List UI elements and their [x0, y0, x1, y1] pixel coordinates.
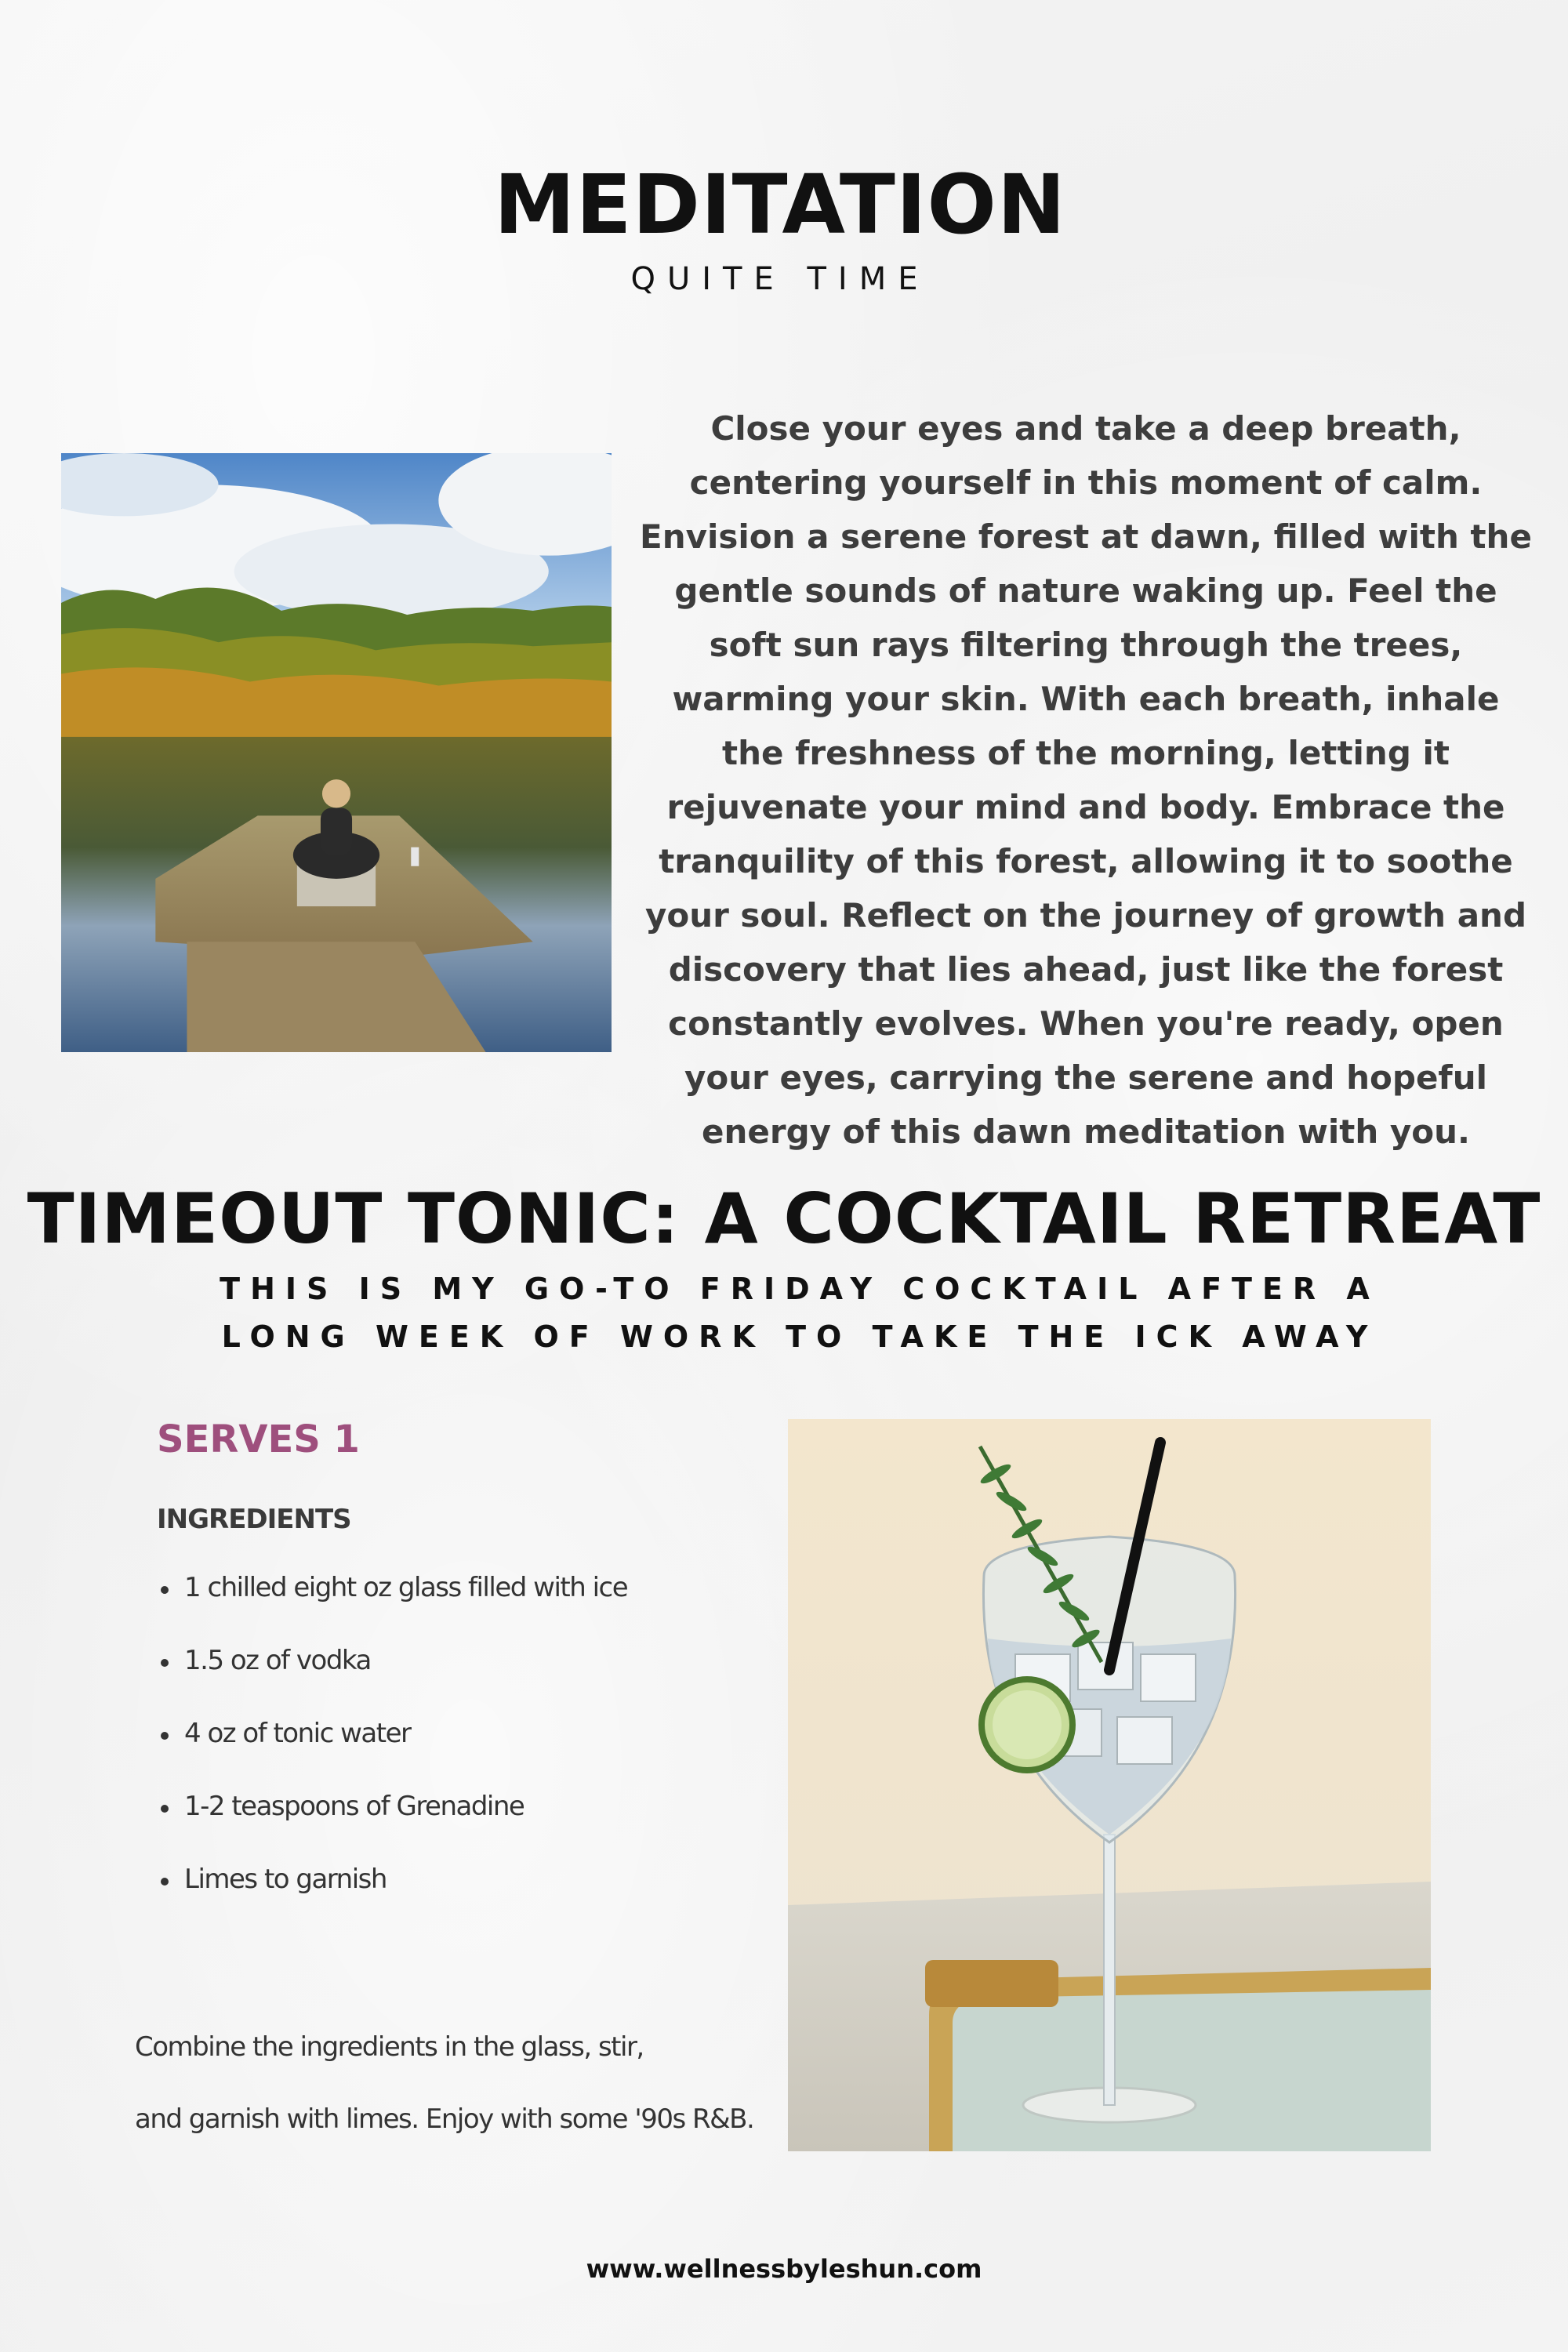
instructions-line: and garnish with limes. Enjoy with some '90s R&B.: [135, 2103, 754, 2135]
serves-label: SERVES 1: [157, 1417, 360, 1461]
instructions-line: Combine the ingredients in the glass, stir,: [135, 2031, 644, 2063]
cocktail-subtitle: THIS IS MY GO-TO FRIDAY COCKTAIL AFTER A LONG WEEK OF WORK TO TAKE THE ICK AWAY: [220, 1272, 1380, 1354]
recipe-instructions: [135, 2011, 809, 2155]
bullet-icon: [161, 1659, 169, 1667]
bullet-icon: [161, 1878, 169, 1886]
cocktail-title: TIMEOUT TONIC: A COCKTAIL RETREAT: [27, 1178, 1541, 1259]
page-subtitle: QUITE TIME: [630, 261, 930, 297]
ingredient-list: [161, 1572, 627, 1936]
list-item: [161, 1645, 627, 1718]
list-item: [161, 1572, 627, 1645]
bullet-icon: [161, 1732, 169, 1740]
bullet-icon: [161, 1805, 169, 1813]
ingredient-text: Limes to garnish: [184, 1864, 387, 1895]
ingredients-heading: INGREDIENTS: [157, 1504, 351, 1535]
footer-website-link[interactable]: www.wellnessbyleshun.com: [586, 2254, 982, 2284]
ingredient-text: 1.5 oz of vodka: [184, 1645, 371, 1676]
meditation-paragraph: Close your eyes and take a deep breath, centering yourself in this moment of calm. Envision a serene forest at dawn, filled with the gentle sounds of nature waking up. Feel the soft sun rays filtering through the trees, warming your skin. With each breath, inhale the freshness of the morning, letting it rejuvenate your mind and body. Embrace the tranquility of this forest, allowing it to soothe your soul. Reflect on the journey of growth and discovery that lies ahead, just like the forest constantly evolves. When you're ready, open your eyes, carrying the serene and hopeful energy of this dawn meditation with you.: [640, 409, 1532, 1151]
cocktail-photo: [788, 1419, 1431, 2151]
ingredient-text: 1-2 teaspoons of Grenadine: [184, 1791, 524, 1822]
ingredient-text: 1 chilled eight oz glass filled with ice: [184, 1572, 628, 1603]
list-item: [161, 1864, 627, 1936]
bullet-icon: [161, 1586, 169, 1594]
page-title: MEDITATION: [494, 157, 1066, 252]
ingredient-text: 4 oz of tonic water: [184, 1718, 411, 1749]
meditation-photo: [61, 453, 612, 1052]
list-item: [161, 1718, 627, 1791]
list-item: [161, 1791, 627, 1864]
